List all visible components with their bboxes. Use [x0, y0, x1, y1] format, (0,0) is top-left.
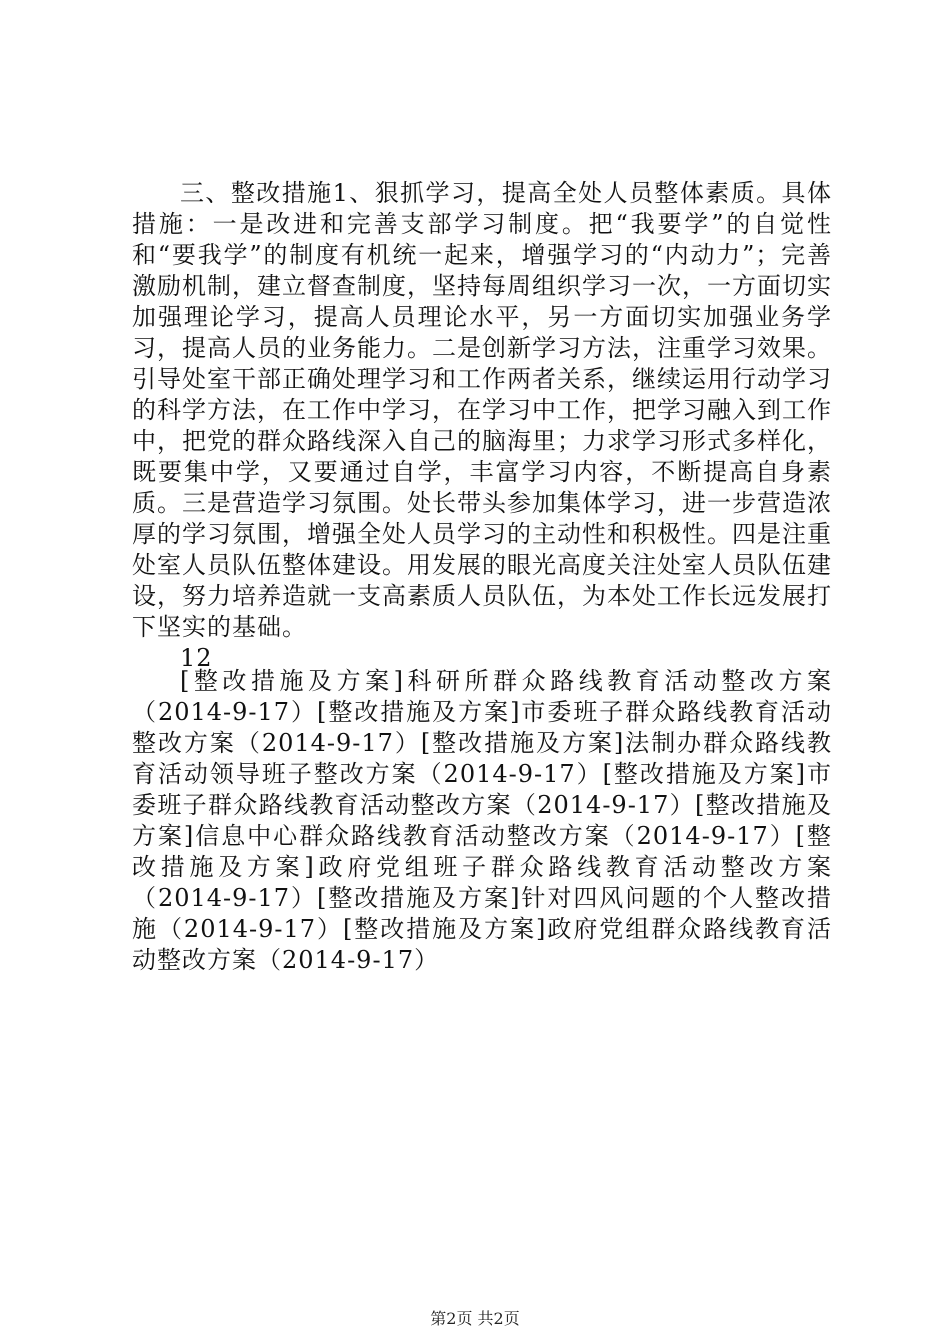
page-number-mark: 12 — [180, 644, 213, 672]
related-articles-paragraph: [整改措施及方案]科研所群众路线教育活动整改方案（2014-9-17）[整改措施及方案]市委班子群众路线教育活动整改方案（2014-9-17）[整改措施及方案]法制办群众路线教育活动领导班子整改方案（2014-9-17）[整改措施及方案]市委班子群众路线教育活动整改方案（2014-9-17）[整改措施及方案]信息中心群众路线教育活动整改方案（2014-9-17）[整改措施及方案]政府党组班子群众路线教育活动整改方案（2014-9-17）[整改措施及方案]针对四风问题的个人整改措施（2014-9-17）[整改措施及方案]政府党组群众路线教育活动整改方案（2014-9-17） — [132, 667, 832, 974]
rectification-measures-paragraph: 三、整改措施1、狠抓学习，提高全处人员整体素质。具体措施：一是改进和完善支部学习制度。把“我要学”的自觉性和“要我学”的制度有机统一起来，增强学习的“内动力”；完善激励机制，建立督查制度，坚持每周组织学习一次，一方面切实加强理论学习，提高人员理论水平，另一方面切实加强业务学习，提高人员的业务能力。二是创新学习方法，注重学习效果。引导处室干部正确处理学习和工作两者关系，继续运用行动学习的科学方法，在工作中学习，在学习中工作，把学习融入到工作中，把党的群众路线深入自己的脑海里；力求学习形式多样化，既要集中学，又要通过自学，丰富学习内容，不断提高自身素质。三是营造学习氛围。处长带头参加集体学习，进一步营造浓厚的学习氛围，增强全处人员学习的主动性和积极性。四是注重处室人员队伍整体建设。用发展的眼光高度关注处室人员队伍建设，努力培养造就一支高素质人员队伍，为本处工作长远发展打下坚实的基础。 — [132, 179, 832, 641]
page-footer: 第2页 共2页 — [430, 1309, 520, 1328]
